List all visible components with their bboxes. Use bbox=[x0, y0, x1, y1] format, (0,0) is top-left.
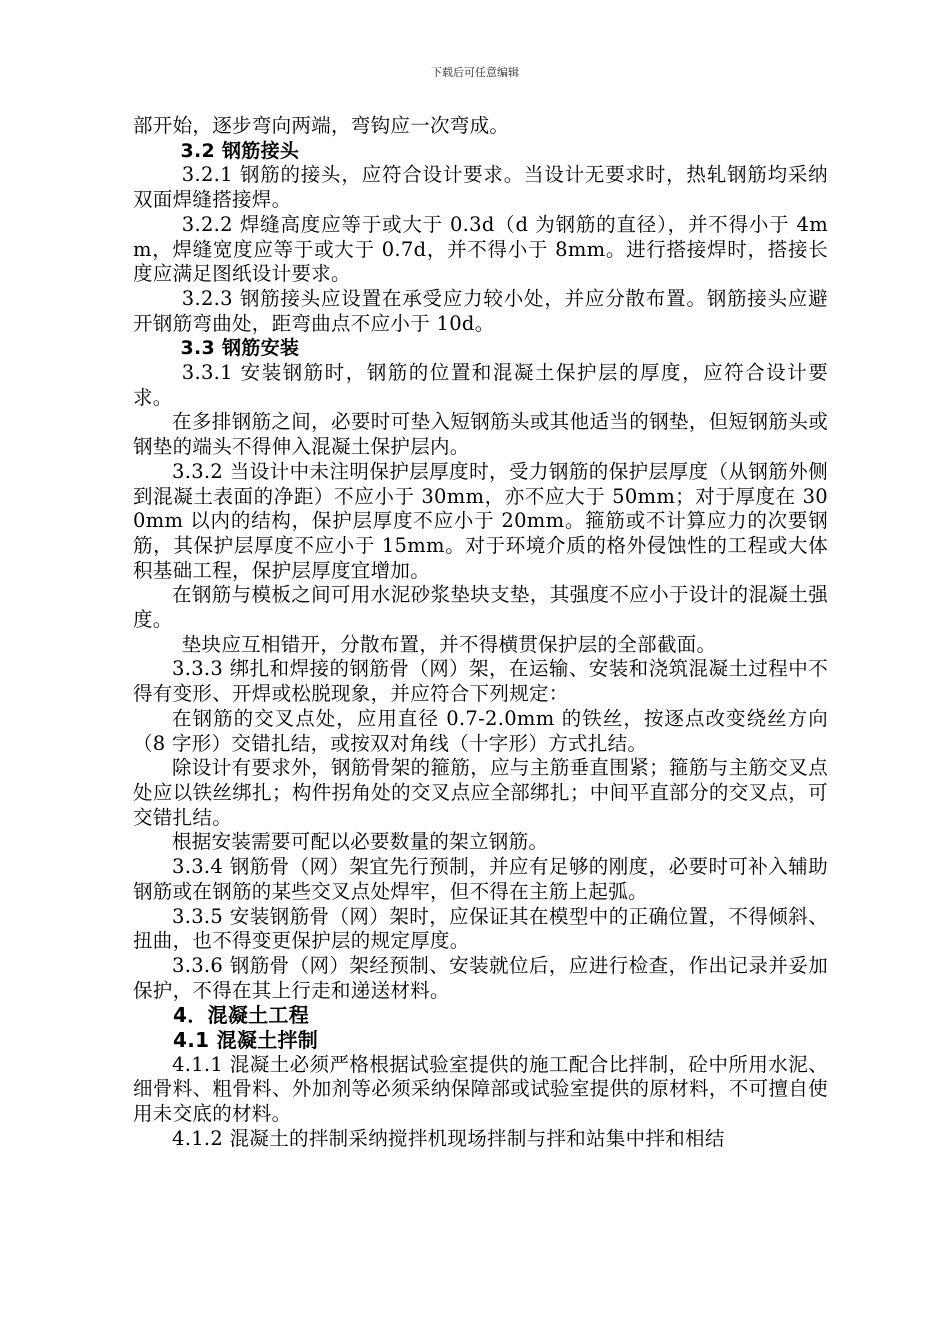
paragraph: 4.1.1 混凝土必须严格根据试验室提供的施工配合比拌制，砼中所用水泥、细骨料、粗骨料、外加剂等必须采纳保障部或试验室提供的原材料，不可擅自使用未交底的材料。 bbox=[133, 1052, 828, 1126]
paragraph: 3.3.2 当设计中未注明保护层厚度时，受力钢筋的保护层厚度（从钢筋外侧到混凝土表面的净距）不应小于 30mm，亦不应大于 50mm；对于厚度在 300mm 以内的结构，保护层厚度不应小于 20mm。箍筋或不计算应力的次要钢筋，其保护层厚度不应小于 15mm。对于环境介质的格外侵蚀性的工程或大体积基础工程，保护层厚度宜增加。 bbox=[133, 459, 828, 582]
page-header: 下载后可任意编辑 bbox=[431, 66, 519, 79]
paragraph: 部开始，逐步弯向两端，弯钩应一次弯成。 bbox=[133, 114, 510, 137]
paragraph: 3.3.6 钢筋骨（网）架经预制、安装就位后，应进行检查，作出记录并妥加保护，不得在其上行走和递送材料。 bbox=[133, 953, 828, 1002]
paragraph: 垫块应互相错开，分散布置，并不得横贯保护层的全部截面。 bbox=[181, 632, 717, 656]
section-heading: 4.1 混凝土拌制 bbox=[173, 1028, 319, 1053]
paragraph: 3.2.1 钢筋的接头，应符合设计要求。当设计无要求时，热轧钢筋均采纳双面焊缝搭接焊。 bbox=[133, 163, 828, 212]
paragraph: 3.3.1 安装钢筋时，钢筋的位置和混凝土保护层的厚度，应符合设计要求。 bbox=[133, 361, 828, 409]
paragraph: 根据安装需要可配以必要数量的架立钢筋。 bbox=[172, 830, 549, 854]
paragraph: 3.3.4 钢筋骨（网）架宜先行预制，并应有足够的刚度，必要时可补入辅助钢筋或在钢筋的某些交叉点处焊牢，但不得在主筋上起弧。 bbox=[133, 855, 828, 903]
chapter-heading: 4．混凝土工程 bbox=[173, 1003, 310, 1028]
document-body bbox=[133, 114, 828, 1152]
paragraph: 3.2.2 焊缝高度应等于或大于 0.3d（d 为钢筋的直径），并不得小于 4mm，焊缝宽度应等于或大于 0.7d，并不得小于 8mm。进行搭接焊时，搭接长度应满足图纸设计要求。 bbox=[133, 212, 828, 286]
paragraph: 4.1.2 混凝土的拌制采纳搅拌机现场拌制与拌和站集中拌和相结 bbox=[172, 1126, 725, 1150]
paragraph: 在多排钢筋之间，必要时可垫入短钢筋头或其他适当的钢垫，但短钢筋头或钢垫的端头不得伸入混凝土保护层内。 bbox=[133, 410, 828, 459]
paragraph: 3.3.3 绑扎和焊接的钢筋骨（网）架，在运输、安装和浇筑混凝土过程中不得有变形、开焊或松脱现象，并应符合下列规定： bbox=[133, 657, 828, 706]
section-heading: 3.3 钢筋安装 bbox=[180, 337, 300, 360]
paragraph: 3.2.3 钢筋接头应设置在承受应力较小处，并应分散布置。钢筋接头应避开钢筋弯曲处，距弯曲点不应小于 10d。 bbox=[133, 286, 828, 335]
paragraph: 在钢筋的交叉点处，应用直径 0.7-2.0mm 的铁丝，按逐点改变绕丝方向（8 字形）交错扎结，或按双对角线（十字形）方式扎结。 bbox=[133, 706, 828, 755]
paragraph: 3.3.5 安装钢筋骨（网）架时，应保证其在模型中的正确位置，不得倾斜、扭曲，也不得变更保护层的规定厚度。 bbox=[133, 904, 828, 953]
section-heading: 3.2 钢筋接头 bbox=[180, 139, 300, 162]
paragraph: 在钢筋与模板之间可用水泥砂浆垫块支垫，其强度不应小于设计的混凝土强度。 bbox=[133, 583, 828, 632]
paragraph: 除设计有要求外，钢筋骨架的箍筋，应与主筋垂直围紧；箍筋与主筋交叉点处应以铁丝绑扎；构件拐角处的交叉点应全部绑扎；中间平直部分的交叉点，可交错扎结。 bbox=[133, 756, 828, 829]
